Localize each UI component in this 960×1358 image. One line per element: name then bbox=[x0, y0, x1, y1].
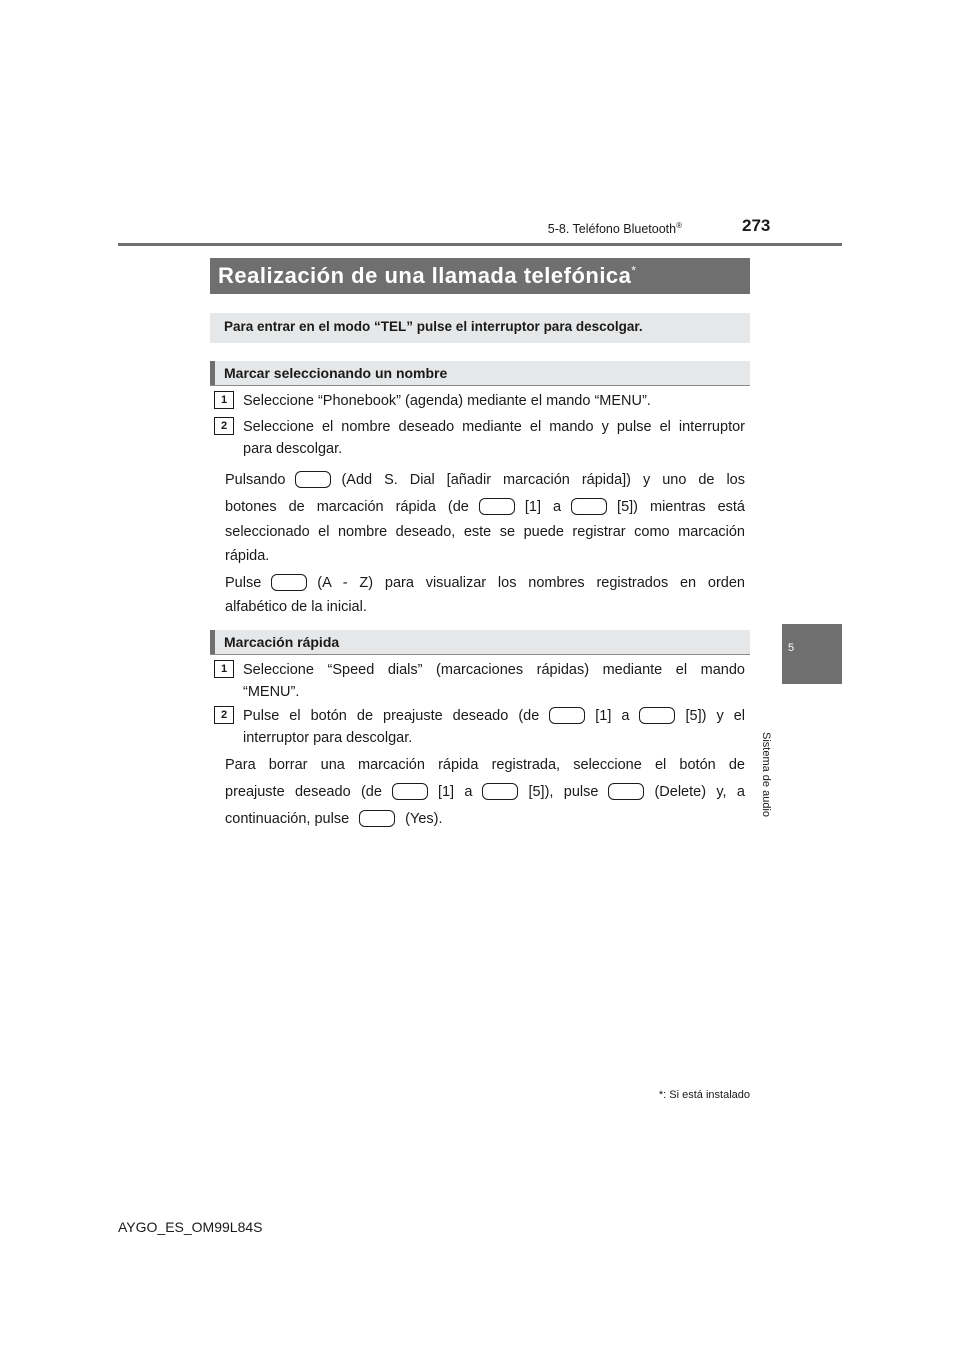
note-delete-speed-dial: Para borrar una marcación rápida registrada, seleccione el botón de preajuste deseado (de [1] a [5]), pulse (Delete) y, a continuación, pulse (Yes). bbox=[225, 757, 745, 827]
a-z-button-icon bbox=[271, 574, 307, 591]
installed-asterisk: * bbox=[631, 263, 637, 278]
section-title: 5-8. Teléfono Bluetooth® bbox=[547, 221, 682, 237]
step-text: Seleccione “Speed dials” (marcaciones rápidas) mediante el mando “MENU”. bbox=[243, 662, 745, 700]
page-title: Realización de una llamada telefónica* bbox=[218, 263, 637, 288]
preset-button-icon bbox=[571, 498, 607, 515]
add-speed-dial-button-icon bbox=[295, 471, 331, 488]
footnote-asterisk: * bbox=[658, 1089, 664, 1101]
delete-button-icon bbox=[608, 783, 644, 800]
document-code: AYGO_ES_OM99L84S bbox=[118, 1219, 263, 1235]
page-number: 273 bbox=[742, 216, 771, 235]
step-number: 2 bbox=[214, 417, 234, 435]
preset-button-icon bbox=[479, 498, 515, 515]
note-add-speed-dial: Pulsando (Add S. Dial [añadir marcación rápida]) y uno de los botones de marcación rápida (de [1] a [5]) mientras está seleccionado el nombre deseado, este se puede registrar como marcación rápida. bbox=[225, 472, 745, 564]
preset-button-icon bbox=[549, 707, 585, 724]
page-title-bar bbox=[210, 258, 750, 294]
step-number: 1 bbox=[214, 660, 234, 678]
section-heading-speed-dial: Marcación rápida bbox=[210, 630, 750, 655]
preset-button-icon bbox=[639, 707, 675, 724]
intro-text: Para entrar en el modo “TEL” pulse el interruptor para descolgar. bbox=[224, 319, 643, 334]
preset-button-icon bbox=[482, 783, 518, 800]
preset-button-icon bbox=[392, 783, 428, 800]
step-number: 2 bbox=[214, 706, 234, 724]
chapter-number: 5 bbox=[788, 642, 795, 654]
footnote: *: Si está instalado bbox=[658, 1089, 750, 1101]
yes-button-icon bbox=[359, 810, 395, 827]
section-heading-name-dial: Marcar seleccionando un nombre bbox=[210, 361, 750, 386]
step-number: 1 bbox=[214, 391, 234, 409]
intro-box bbox=[210, 313, 750, 343]
step-text: Pulse el botón de preajuste deseado (de [1] a [5]) y el interruptor para descolgar. bbox=[243, 708, 745, 746]
header-rule bbox=[118, 243, 842, 246]
registered-mark: ® bbox=[676, 221, 682, 230]
chapter-tab bbox=[782, 624, 842, 684]
note-a-z: Pulse (A - Z) para visualizar los nombres registrados en orden alfabético de la inicial. bbox=[225, 575, 745, 615]
step-text: Seleccione “Phonebook” (agenda) mediante el mando “MENU”. bbox=[243, 393, 651, 409]
step-text: Seleccione el nombre deseado mediante el mando y pulse el interruptor para descolgar. bbox=[243, 419, 745, 457]
